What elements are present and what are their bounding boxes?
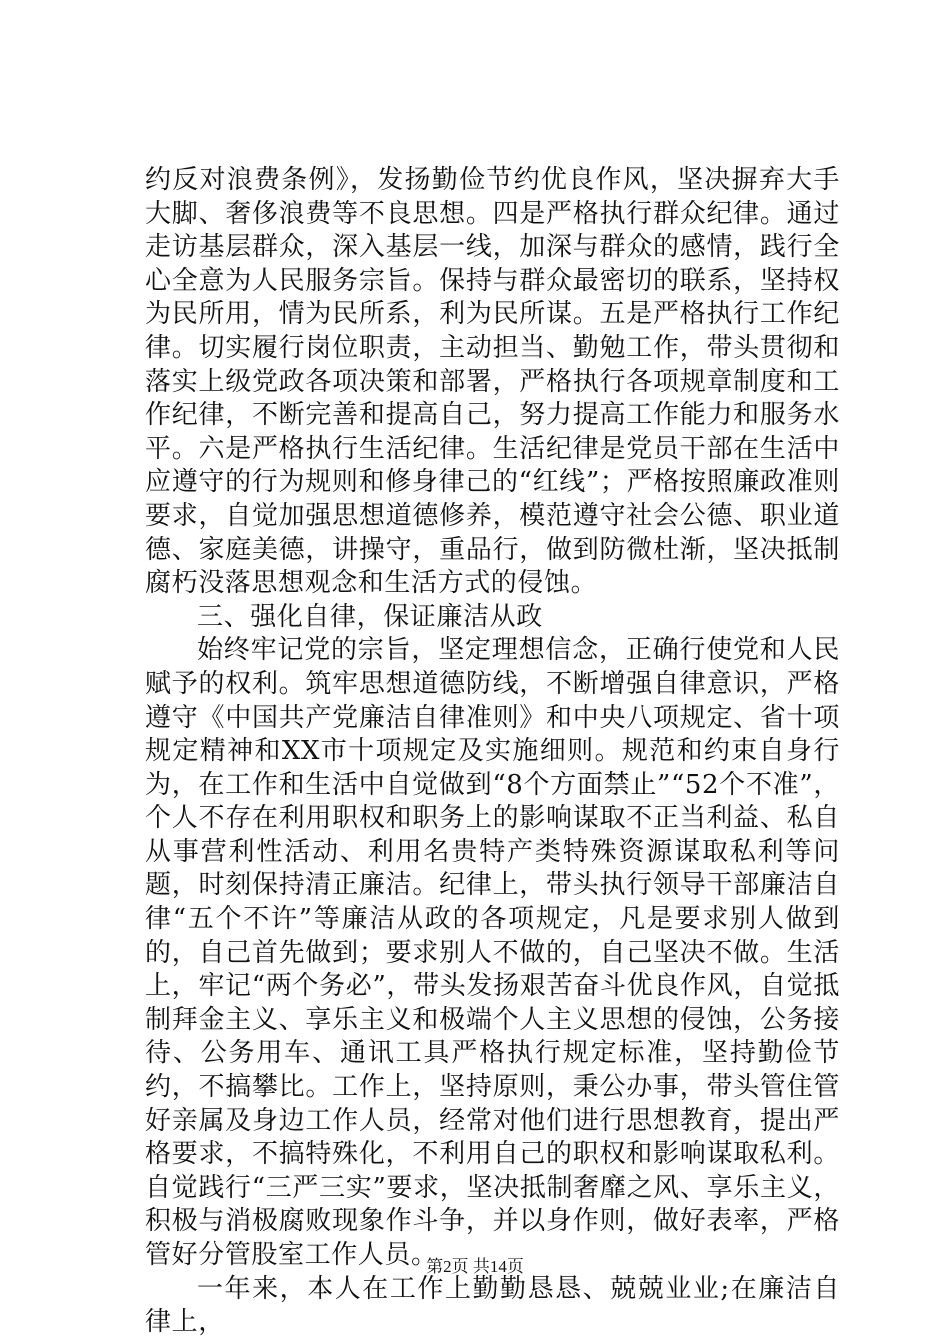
page-number-footer: 第2页 共14页: [426, 1257, 524, 1276]
paragraph-continuation: 约反对浪费条例》，发扬勤俭节约优良作风，坚决摒弃大手大脚、奢侈浪费等不良思想。四是严格执行群众纪律。通过走访基层群众，深入基层一线，加深与群众的感情，践行全心全意为人民服务宗旨。保持与群众最密切的联系，坚持权为民所用，情为民所系，利为民所谋。五是严格执行工作纪律。切实履行岗位职责，主动担当、勤勉工作，带头贯彻和落实上级党政各项决策和部署，严格执行各项规章制度和工作纪律，不断完善和提高自己，努力提高工作能力和服务水平。六是严格执行生活纪律。生活纪律是党员干部在生活中应遵守的行为规则和修身律己的“红线”；严格按照廉政准则要求，自觉加强思想道德修养，模范遵守社会公德、职业道德、家庭美德，讲操守，重品行，做到防微杜渐，坚决抵制腐朽没落思想观念和生活方式的侵蚀。: [145, 165, 840, 599]
section-heading: 三、强化自律，保证廉洁从政: [197, 601, 543, 632]
document-body: [145, 164, 840, 1340]
paragraph-closing: 一年来，本人在工作上勤勤恳恳、兢兢业业;在廉洁自律上，: [145, 1273, 840, 1338]
paragraph-section-body: 始终牢记党的宗旨，坚定理想信念，正确行使党和人民赋予的权利。筑牢思想道德防线，不断增强自律意识，严格遵守《中国共产党廉洁自律准则》和中央八项规定、省十项规定精神和XX市十项规定及实施细则。规范和约束自身行为，在工作和生活中自觉做到“8个方面禁止”“52个不准”，个人不存在利用职权和职务上的影响谋取不正当利益、私自从事营利性活动、利用名贵特产类特殊资源谋取私利等问题，时刻保持清正廉洁。纪律上，带头执行领导干部廉洁自律“五个不许”等廉洁从政的各项规定，凡是要求别人做到的，自己首先做到；要求别人不做的，自己坚决不做。生活上，牢记“两个务必”，带头发扬艰苦奋斗优良作风，自觉抵制拜金主义、享乐主义和极端个人主义思想的侵蚀，公务接待、公务用车、通讯工具严格执行规定标准，坚持勤俭节约，不搞攀比。工作上，坚持原则，秉公办事，带头管住管好亲属及身边工作人员，经常对他们进行思想教育，提出严格要求，不搞特殊化，不利用自己的职权和影响谋取私利。自觉践行“三严三实”要求，坚决抵制奢靡之风、享乐主义，积极与消极腐败现象作斗争，并以身作则，做好表率，严格管好分管股室工作人员。: [145, 635, 840, 1270]
